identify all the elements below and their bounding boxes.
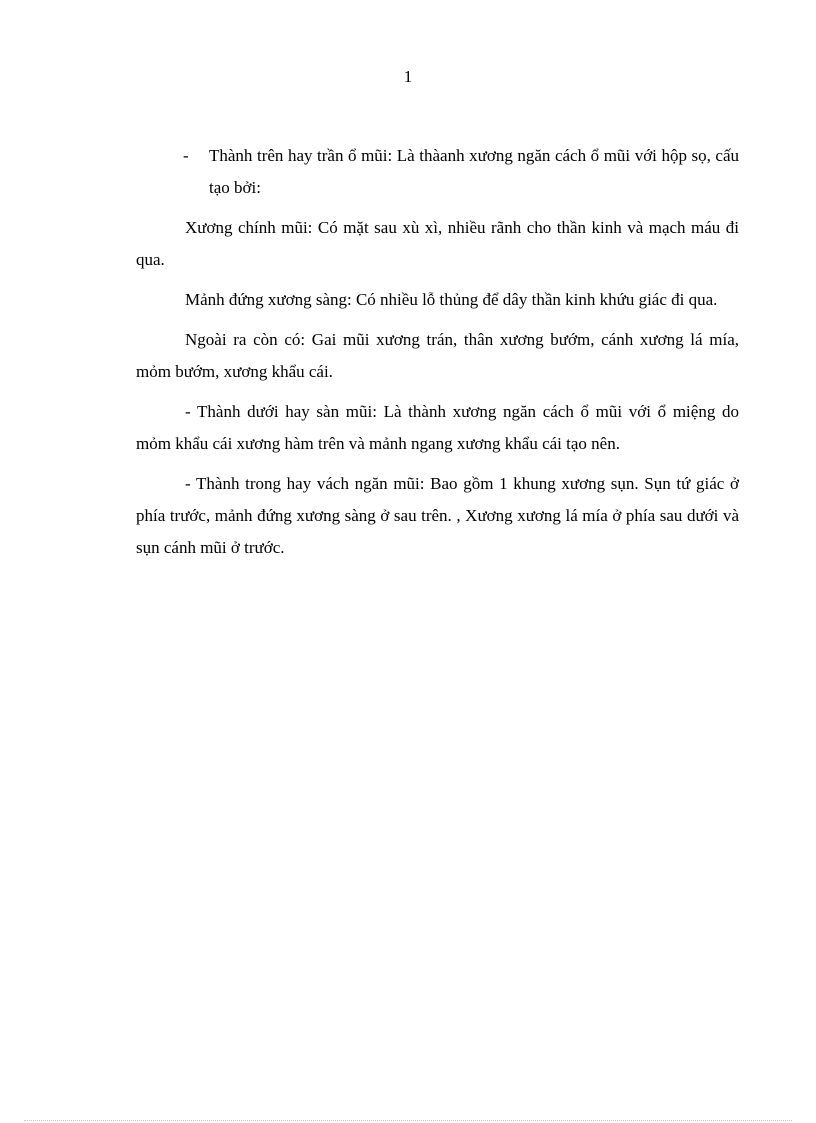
bullet-text: Thành trên hay trần ổ mũi: Là thàanh xương ngăn cách ổ mũi với hộp sọ, cấu tạo bởi: (209, 146, 739, 197)
paragraph-nasal-floor: - Thành dưới hay sàn mũi: Là thành xương ngăn cách ổ mũi với ổ miệng do mỏm khẩu cái xương hàm trên và mảnh ngang xương khẩu cái tạo nên. (136, 402, 739, 453)
paragraph-nasal-bone: Xương chính mũi: Có mặt sau xù xì, nhiều rãnh cho thần kinh và mạch máu đi qua. (136, 218, 739, 269)
paragraph-other-bones: Ngoài ra còn có: Gai mũi xương trán, thân xương bướm, cánh xương lá mía, mỏm bướm, xương khẩu cái. (136, 330, 739, 381)
page-number: 1 (403, 67, 413, 86)
paragraph-nasal-septum: - Thành trong hay vách ngăn mũi: Bao gồm 1 khung xương sụn. Sụn tứ giác ở phía trước, mảnh đứng xương sàng ở sau trên. , Xương xương lá mía ở phía sau dưới và sụn cánh mũi ở trước. (136, 474, 739, 557)
paragraph-ethmoid-plate: Mảnh đứng xương sàng: Có nhiều lỗ thủng để dây thần kinh khứu giác đi qua. (185, 290, 718, 309)
document-body (136, 140, 739, 572)
bullet-paragraph (136, 140, 739, 204)
page-bottom-divider (24, 1120, 792, 1121)
bullet-marker: - (183, 146, 189, 165)
